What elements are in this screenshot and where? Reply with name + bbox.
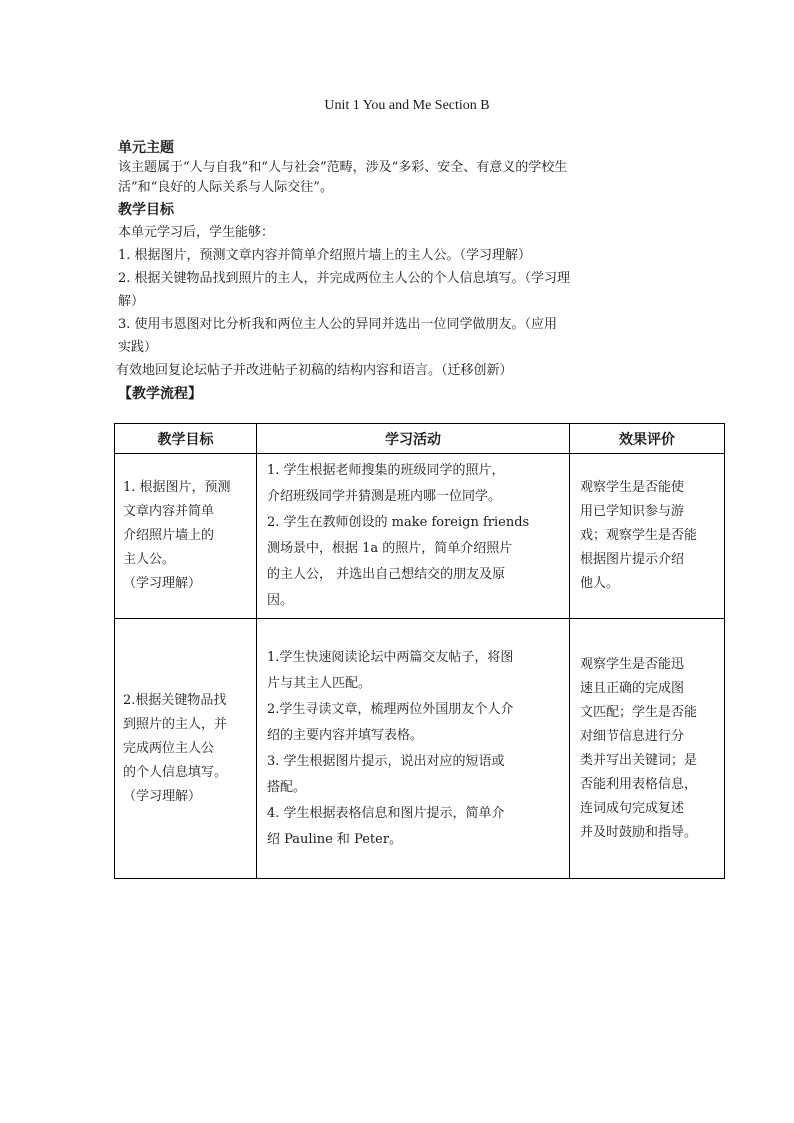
row1-goal-line: （学习理解）: [123, 576, 202, 591]
row1-evaluation-line: 他人。: [580, 576, 620, 591]
row2-evaluation-line: 类并写出关键词；是: [580, 752, 698, 768]
row1-activity-line: 的主人公， 并选出自己想结交的朋友及原: [267, 567, 506, 582]
row2-activity-line: 1.学生快速阅读论坛中两篇交友帖子，将图: [267, 649, 514, 665]
header-activities: 学习活动: [257, 424, 570, 454]
row2-activity-line: 绍 Pauline 和 Peter。: [267, 831, 403, 847]
row1-goal-line: 文章内容并简单: [123, 504, 215, 519]
row2-activity-line: 2.学生寻读文章，梳理两位外国朋友个人介: [267, 701, 514, 717]
teaching-flow-heading: 【教学流程】: [118, 386, 202, 402]
row2-activities-cell: [257, 619, 570, 879]
objectives-section: [118, 200, 688, 404]
row1-activity-line: 介绍班级同学并猜测是班内哪一位同学。: [267, 489, 502, 504]
row2-evaluation-cell: [570, 619, 725, 879]
header-evaluation: 效果评价: [570, 424, 725, 454]
row2-goal-cell: [115, 619, 257, 879]
row2-evaluation-line: 否能利用表格信息，: [580, 776, 698, 792]
row2-activity-line: 3. 学生根据图片提示，说出对应的短语或: [267, 753, 505, 769]
teaching-flow-table: [114, 423, 725, 879]
table-header-row: [115, 424, 725, 454]
objective-item-2-line2: 解）: [118, 294, 145, 309]
row2-goal-line: 到照片的主人，并: [123, 716, 228, 732]
row1-goal-line: 1. 根据图片，预测: [123, 480, 231, 495]
row2-goal-line: 2.根据关键物品找: [123, 692, 227, 708]
objectives-intro: 本单元学习后，学生能够：: [118, 225, 275, 240]
row2-evaluation-line: 连词成句完成复述: [580, 800, 685, 816]
row1-evaluation-line: 根据图片提示介绍: [580, 552, 685, 567]
row1-goal-line: 主人公。: [123, 552, 176, 567]
row1-evaluation-line: 戏；观察学生是否能: [580, 528, 698, 543]
row2-evaluation-line: 观察学生是否能迅: [580, 656, 685, 672]
objective-item-3-line1: 3. 使用韦恩图对比分析我和两位主人公的异同并选出一位同学做朋友。（应用: [118, 317, 558, 332]
objective-item-1: 1. 根据图片，预测文章内容并简单介绍照片墙上的主人公。（学习理解）: [118, 248, 532, 263]
row2-evaluation-line: 文匹配；学生是否能: [580, 704, 698, 720]
row2-goal-line: 完成两位主人公: [123, 740, 215, 756]
unit-theme-section: [118, 138, 688, 198]
unit-theme-text-line1: 该主题属于“人与自我”和“人与社会”范畴，涉及“多彩、安全、有意义的学校生: [118, 160, 568, 175]
unit-theme-heading: 单元主题: [118, 140, 174, 156]
row1-evaluation-cell: [570, 454, 725, 619]
row2-goal-line: （学习理解）: [123, 788, 202, 804]
header-goal: 教学目标: [115, 424, 257, 454]
row2-evaluation-line: 对细节信息进行分: [580, 728, 685, 744]
row2-activity-line: 绍的主要内容并填写表格。: [267, 727, 424, 743]
row1-evaluation-line: 观察学生是否能使: [580, 480, 685, 495]
unit-theme-text-line2: 活”和“良好的人际关系与人际交往”。: [118, 180, 333, 195]
row2-activity-line: 搭配。: [267, 779, 307, 795]
row1-evaluation-line: 用已学知识参与游: [580, 504, 685, 519]
table-row: [115, 619, 725, 879]
row1-goal-line: 介绍照片墙上的: [123, 528, 215, 543]
row2-evaluation-line: 速且正确的完成图: [580, 680, 685, 696]
row1-goal-cell: [115, 454, 257, 619]
objectives-heading: 教学目标: [118, 202, 174, 218]
row2-activity-line: 4. 学生根据表格信息和图片提示，简单介: [267, 805, 505, 821]
objective-item-3-line2: 实践）: [118, 340, 158, 355]
row2-activity-line: 片与其主人匹配。: [267, 675, 372, 691]
row2-goal-line: 的个人信息填写。: [123, 764, 228, 780]
objective-item-4: 有效地回复论坛帖子并改进帖子初稿的结构内容和语言。（迁移创新）: [116, 363, 513, 378]
row2-evaluation-line: 并及时鼓励和指导。: [580, 824, 698, 840]
row1-activity-line: 1. 学生根据老师搜集的班级同学的照片，: [267, 463, 505, 478]
row1-activities-cell: [257, 454, 570, 619]
row1-activity-line: 2. 学生在教师创设的 make foreign friends: [267, 515, 530, 530]
row1-activity-line: 测场景中，根据 1a 的照片，简单介绍照片: [267, 541, 513, 556]
document-title: Unit 1 You and Me Section B: [324, 98, 490, 113]
objective-item-2-line1: 2. 根据关键物品找到照片的主人，并完成两位主人公的个人信息填写。（学习理: [118, 271, 571, 286]
row1-activity-line: 因。: [267, 593, 294, 608]
table-row: [115, 454, 725, 619]
